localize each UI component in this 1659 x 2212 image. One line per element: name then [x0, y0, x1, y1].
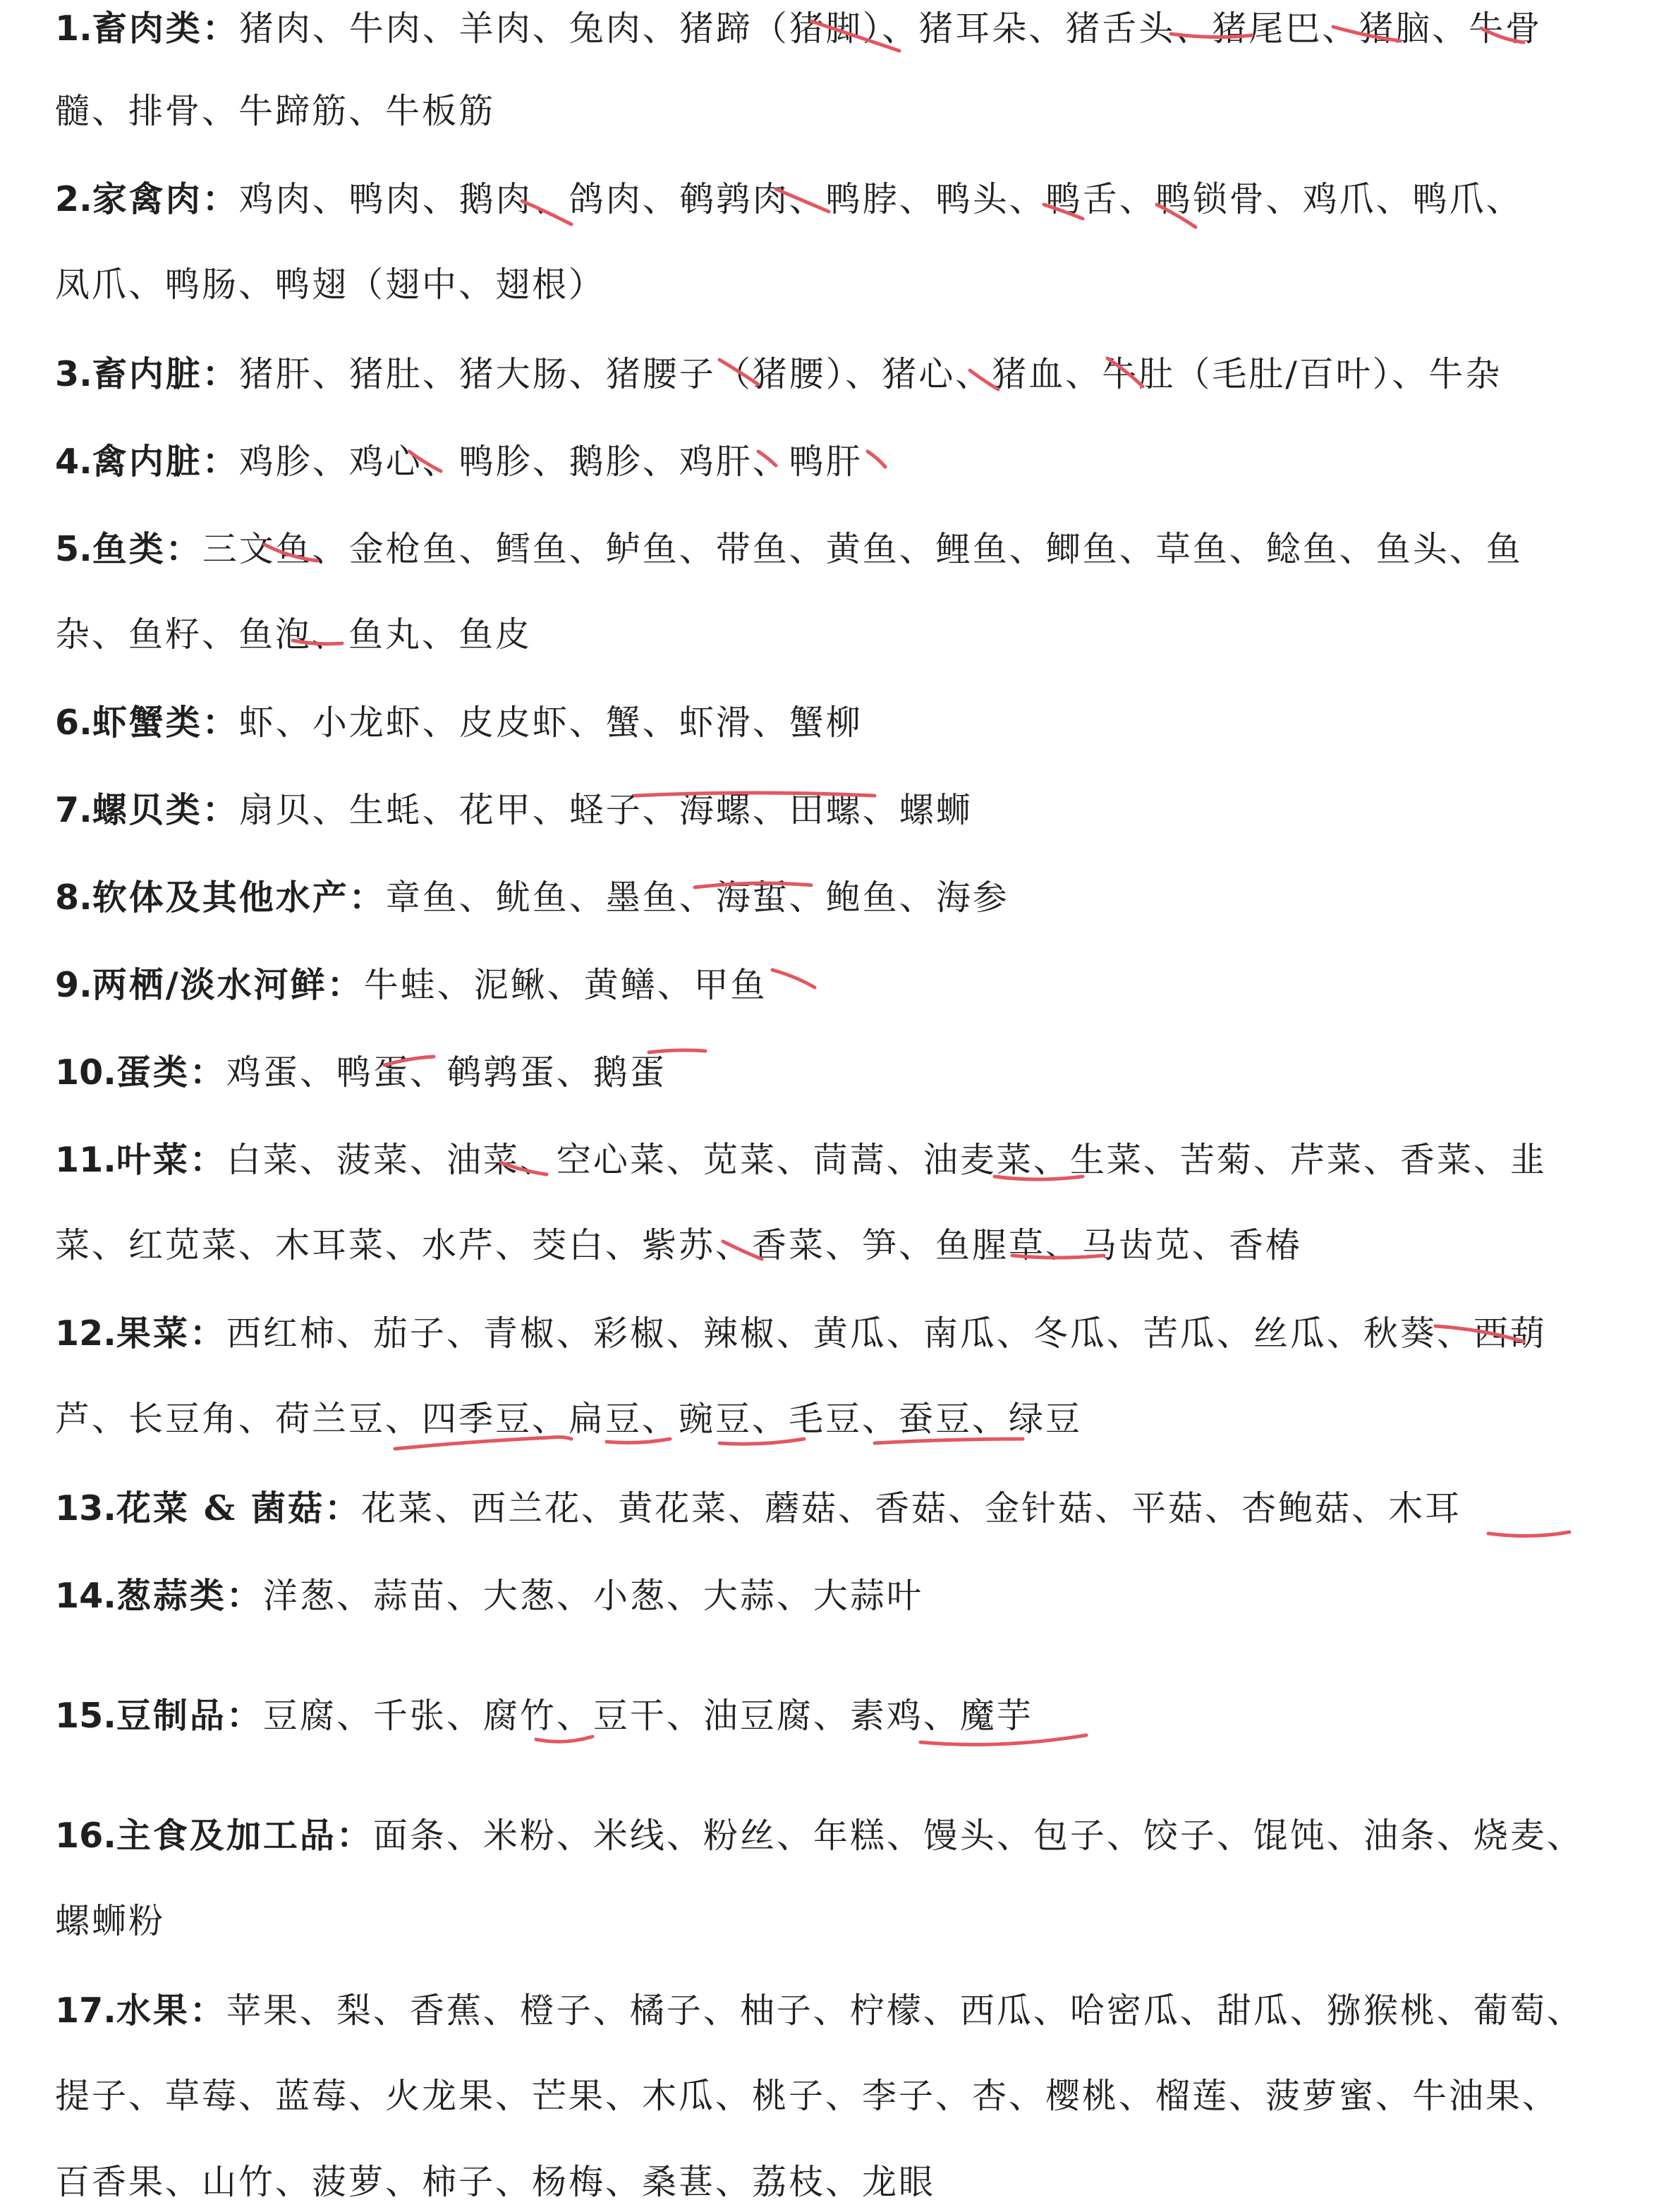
category-items: 章鱼、鱿鱼、墨鱼、海蜇、鲍鱼、海参 [385, 877, 1009, 918]
category-name: 主食及加工品： [116, 1815, 373, 1856]
category-number: 5. [55, 529, 92, 569]
category-name: 花菜 & 菌菇： [116, 1488, 362, 1529]
category-items: 猪肉、牛肉、羊肉、兔肉、猪蹄（猪脚）、猪耳朵、猪舌头、猪尾巴、猪脑、牛骨 [238, 8, 1543, 49]
category-number: 9. [55, 965, 92, 1005]
category-items-continued: 髓、排骨、牛蹄筋、牛板筋 [55, 91, 496, 131]
category-3-line-1 [55, 346, 1502, 402]
category-name: 葱蒜类： [116, 1575, 263, 1616]
category-name: 果菜： [116, 1313, 226, 1354]
category-12-line-2 [55, 1391, 1082, 1447]
category-items: 鸡胗、鸡心、鸭胗、鹅胗、鸡肝、鸭肝 [238, 442, 863, 482]
category-name: 畜肉类： [92, 8, 239, 49]
category-2-line-1 [55, 171, 1523, 227]
category-items: 豆腐、千张、腐竹、豆干、油豆腐、素鸡、魔芋 [262, 1696, 1033, 1736]
category-name: 虾蟹类： [92, 702, 239, 743]
category-items: 白菜、菠菜、油菜、空心菜、苋菜、茼蒿、油麦菜、生菜、苦菊、芹菜、香菜、韭 [226, 1140, 1547, 1180]
category-number: 6. [55, 703, 92, 743]
category-items: 面条、米粉、米线、粉丝、年糕、馒头、包子、饺子、馄饨、油条、烧麦、 [372, 1816, 1584, 1856]
category-11-line-2 [55, 1217, 1302, 1274]
category-items: 扇贝、生蚝、花甲、蛏子、海螺、田螺、螺蛳 [238, 790, 973, 830]
category-number: 4. [55, 442, 92, 482]
category-items: 西红柿、茄子、青椒、彩椒、辣椒、黄瓜、南瓜、冬瓜、苦瓜、丝瓜、秋葵、西葫 [226, 1313, 1547, 1354]
category-12-line-1 [55, 1305, 1547, 1361]
underline-mark [1488, 1532, 1569, 1536]
category-items: 牛蛙、泥鳅、黄鳝、甲鱼 [363, 965, 767, 1005]
category-items-continued: 凤爪、鸭肠、鸭翅（翅中、翅根） [55, 265, 606, 305]
category-14-line-1 [55, 1567, 923, 1624]
category-items: 鸡肉、鸭肉、鹅肉、鸽肉、鹌鹑肉、鸭脖、鸭头、鸭舌、鸭锁骨、鸡爪、鸭爪、 [238, 179, 1523, 219]
category-16-line-1 [55, 1807, 1584, 1864]
category-name: 家禽肉： [92, 178, 239, 219]
category-name: 鱼类： [92, 528, 202, 569]
category-items-continued: 百香果、山竹、菠萝、柿子、杨梅、桑葚、荔枝、龙眼 [55, 2162, 936, 2202]
category-number: 1. [55, 8, 92, 49]
category-17-line-1 [55, 1982, 1584, 2038]
category-number: 15. [55, 1696, 116, 1736]
category-number: 11. [55, 1140, 116, 1180]
category-items-continued: 杂、鱼籽、鱼泡、鱼丸、鱼皮 [55, 614, 533, 655]
category-number: 8. [55, 877, 92, 918]
category-17-line-2 [55, 2068, 1559, 2125]
category-7-line-1 [55, 782, 973, 838]
category-2-line-2 [55, 257, 605, 313]
category-number: 3. [55, 354, 92, 394]
category-number: 14. [55, 1576, 116, 1616]
category-16-line-2 [55, 1893, 165, 1950]
underline-mark [772, 970, 815, 988]
category-10-line-1 [55, 1044, 667, 1100]
category-1-line-2 [55, 83, 495, 140]
category-17-line-3 [55, 2154, 935, 2211]
category-items: 猪肝、猪肚、猪大肠、猪腰子（猪腰）、猪心、猪血、牛肚（毛肚/百叶）、牛杂 [238, 354, 1502, 394]
category-items: 苹果、梨、香蕉、橙子、橘子、柚子、柠檬、西瓜、哈密瓜、甜瓜、猕猴桃、葡萄、 [226, 1991, 1584, 2031]
category-items: 洋葱、蒜苗、大葱、小葱、大蒜、大蒜叶 [262, 1576, 923, 1616]
category-name: 蛋类： [116, 1052, 226, 1093]
category-5-line-2 [55, 607, 532, 663]
category-number: 12. [55, 1313, 116, 1354]
category-6-line-1 [55, 694, 863, 750]
category-name: 豆制品： [116, 1695, 263, 1736]
category-name: 畜内脏： [92, 353, 239, 394]
category-items-continued: 芦、长豆角、荷兰豆、四季豆、扁豆、豌豆、毛豆、蚕豆、绿豆 [55, 1399, 1083, 1439]
underline-mark [868, 451, 885, 467]
category-name: 两栖/淡水河鲜： [92, 964, 364, 1005]
category-5-line-1 [55, 521, 1523, 577]
category-9-line-1 [55, 956, 767, 1013]
category-4-line-1 [55, 433, 863, 490]
category-items-continued: 提子、草莓、蓝莓、火龙果、芒果、木瓜、桃子、李子、杏、樱桃、榴莲、菠萝蜜、牛油果、 [55, 2076, 1560, 2116]
category-13-line-1 [55, 1480, 1462, 1536]
category-11-line-1 [55, 1131, 1547, 1188]
category-number: 7. [55, 790, 92, 830]
category-name: 软体及其他水产： [92, 877, 386, 918]
category-items: 虾、小龙虾、皮皮虾、蟹、虾滑、蟹柳 [238, 703, 863, 743]
category-name: 螺贝类： [92, 789, 239, 830]
category-name: 叶菜： [116, 1139, 226, 1180]
category-15-line-1 [55, 1687, 1033, 1744]
category-items: 花菜、西兰花、黄花菜、蘑菇、香菇、金针菇、平菇、杏鲍菇、木耳 [361, 1488, 1462, 1529]
category-number: 17. [55, 1991, 116, 2031]
category-8-line-1 [55, 869, 1009, 925]
category-name: 水果： [116, 1990, 226, 2031]
category-items-continued: 菜、红苋菜、木耳菜、水芹、茭白、紫苏、香菜、笋、鱼腥草、马齿苋、香椿 [55, 1225, 1303, 1265]
category-1-line-1 [55, 0, 1542, 56]
category-name: 禽内脏： [92, 441, 239, 482]
category-items-continued: 螺蛳粉 [55, 1901, 166, 1941]
category-number: 10. [55, 1052, 116, 1093]
category-items: 三文鱼、金枪鱼、鳕鱼、鲈鱼、带鱼、黄鱼、鲤鱼、鲫鱼、草鱼、鲶鱼、鱼头、鱼 [202, 529, 1523, 569]
category-number: 16. [55, 1816, 116, 1856]
category-items: 鸡蛋、鸭蛋、鹌鹑蛋、鹅蛋 [226, 1052, 667, 1093]
category-number: 13. [55, 1488, 116, 1529]
category-number: 2. [55, 179, 92, 219]
